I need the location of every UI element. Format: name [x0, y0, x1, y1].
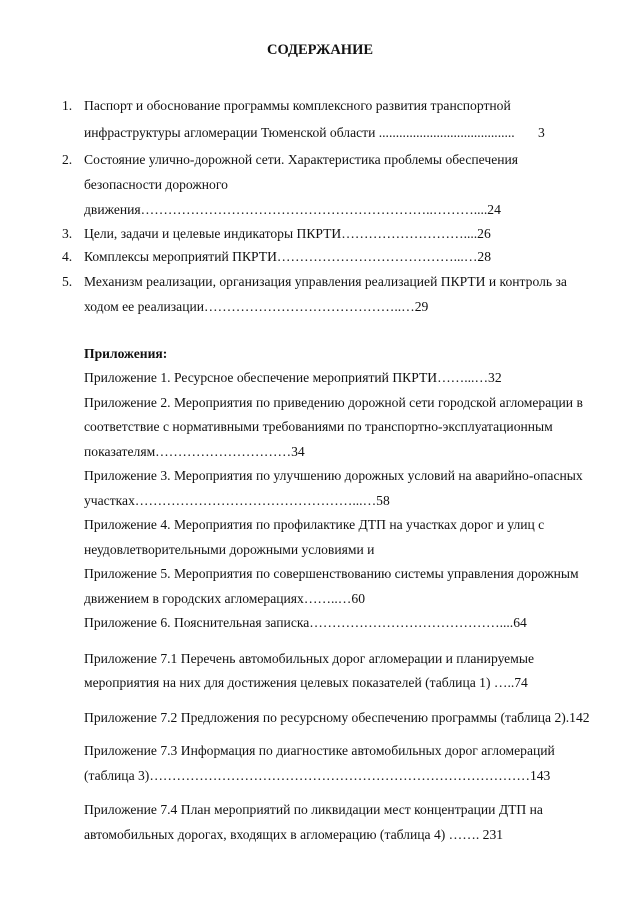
- page-title: СОДЕРЖАНИЕ: [266, 42, 374, 58]
- toc-item-1-number: 1.: [62, 98, 73, 113]
- toc-item-2-line-2: безопасности дорожного: [84, 177, 228, 192]
- appendix-line: (таблица 3)…………………………………………………………………………143: [84, 768, 551, 783]
- appendix-line: показателям…………………………34: [84, 444, 305, 459]
- toc-item-5-number: 5.: [62, 274, 73, 289]
- toc-item-1-line-1: Паспорт и обоснование программы комплексного развития транспортной: [84, 98, 511, 113]
- appendices-heading: Приложения:: [84, 346, 168, 361]
- appendix-line: участках…………………………………………...…58: [84, 493, 390, 508]
- appendix-line: Приложение 7.1 Перечень автомобильных дорог агломерации и планируемые: [84, 651, 534, 666]
- appendix-line: мероприятия на них для достижения целевых показателей (таблица 1) …..74: [84, 675, 528, 690]
- toc-item-2-line-1: Состояние улично-дорожной сети. Характеристика проблемы обеспечения: [84, 152, 519, 167]
- toc-item-1-line-2: инфраструктуры агломерации Тюменской области ........................................: [84, 125, 515, 140]
- toc-item-3-line-1: Цели, задачи и целевые индикаторы ПКРТИ………………………....26: [84, 226, 491, 241]
- appendix-line: Приложение 7.2 Предложения по ресурсному обеспечению программы (таблица 2).142: [84, 710, 590, 725]
- toc-item-3-number: 3.: [62, 226, 73, 241]
- toc-item-5-line-2: ходом ее реализации……………………………………..…29: [84, 299, 429, 314]
- toc-item-4-number: 4.: [62, 249, 73, 264]
- appendix-line: Приложение 7.3 Информация по диагностике автомобильных дорог агломераций: [84, 743, 555, 758]
- appendix-line: Приложение 2. Мероприятия по приведению дорожной сети городской агломерации в: [84, 395, 583, 410]
- appendix-line: Приложение 6. Пояснительная записка……………………………………....64: [84, 615, 527, 630]
- appendix-line: Приложение 4. Мероприятия по профилактике ДТП на участках дорог и улиц с: [84, 517, 545, 532]
- appendix-line: Приложение 5. Мероприятия по совершенствованию системы управления дорожным: [84, 566, 579, 581]
- toc-item-2-line-3: движения………………………………………………………..………....24: [84, 202, 501, 217]
- toc-item-2-number: 2.: [62, 152, 73, 167]
- appendix-line: автомобильных дорогах, входящих в агломерацию (таблица 4) ……. 231: [84, 827, 504, 842]
- appendix-line: Приложение 7.4 План мероприятий по ликвидации мест концентрации ДТП на: [84, 802, 543, 817]
- appendix-line: Приложение 1. Ресурсное обеспечение мероприятий ПКРТИ……...…32: [84, 370, 502, 385]
- toc-item-4-line-1: Комплексы мероприятий ПКРТИ…………………………………...…28: [84, 249, 492, 264]
- toc-item-1-page: 3: [538, 125, 545, 140]
- appendix-line: соответствие с нормативными требованиями по транспортно-эксплуатационным: [84, 419, 553, 434]
- appendix-line: Приложение 3. Мероприятия по улучшению дорожных условий на аварийно-опасных: [84, 468, 583, 483]
- appendix-line: неудовлетворительными дорожными условиями и: [84, 542, 375, 557]
- toc-item-5-line-1: Механизм реализации, организация управления реализацией ПКРТИ и контроль за: [84, 274, 567, 289]
- appendix-line: движением в городских агломерациях……..…60: [84, 591, 365, 606]
